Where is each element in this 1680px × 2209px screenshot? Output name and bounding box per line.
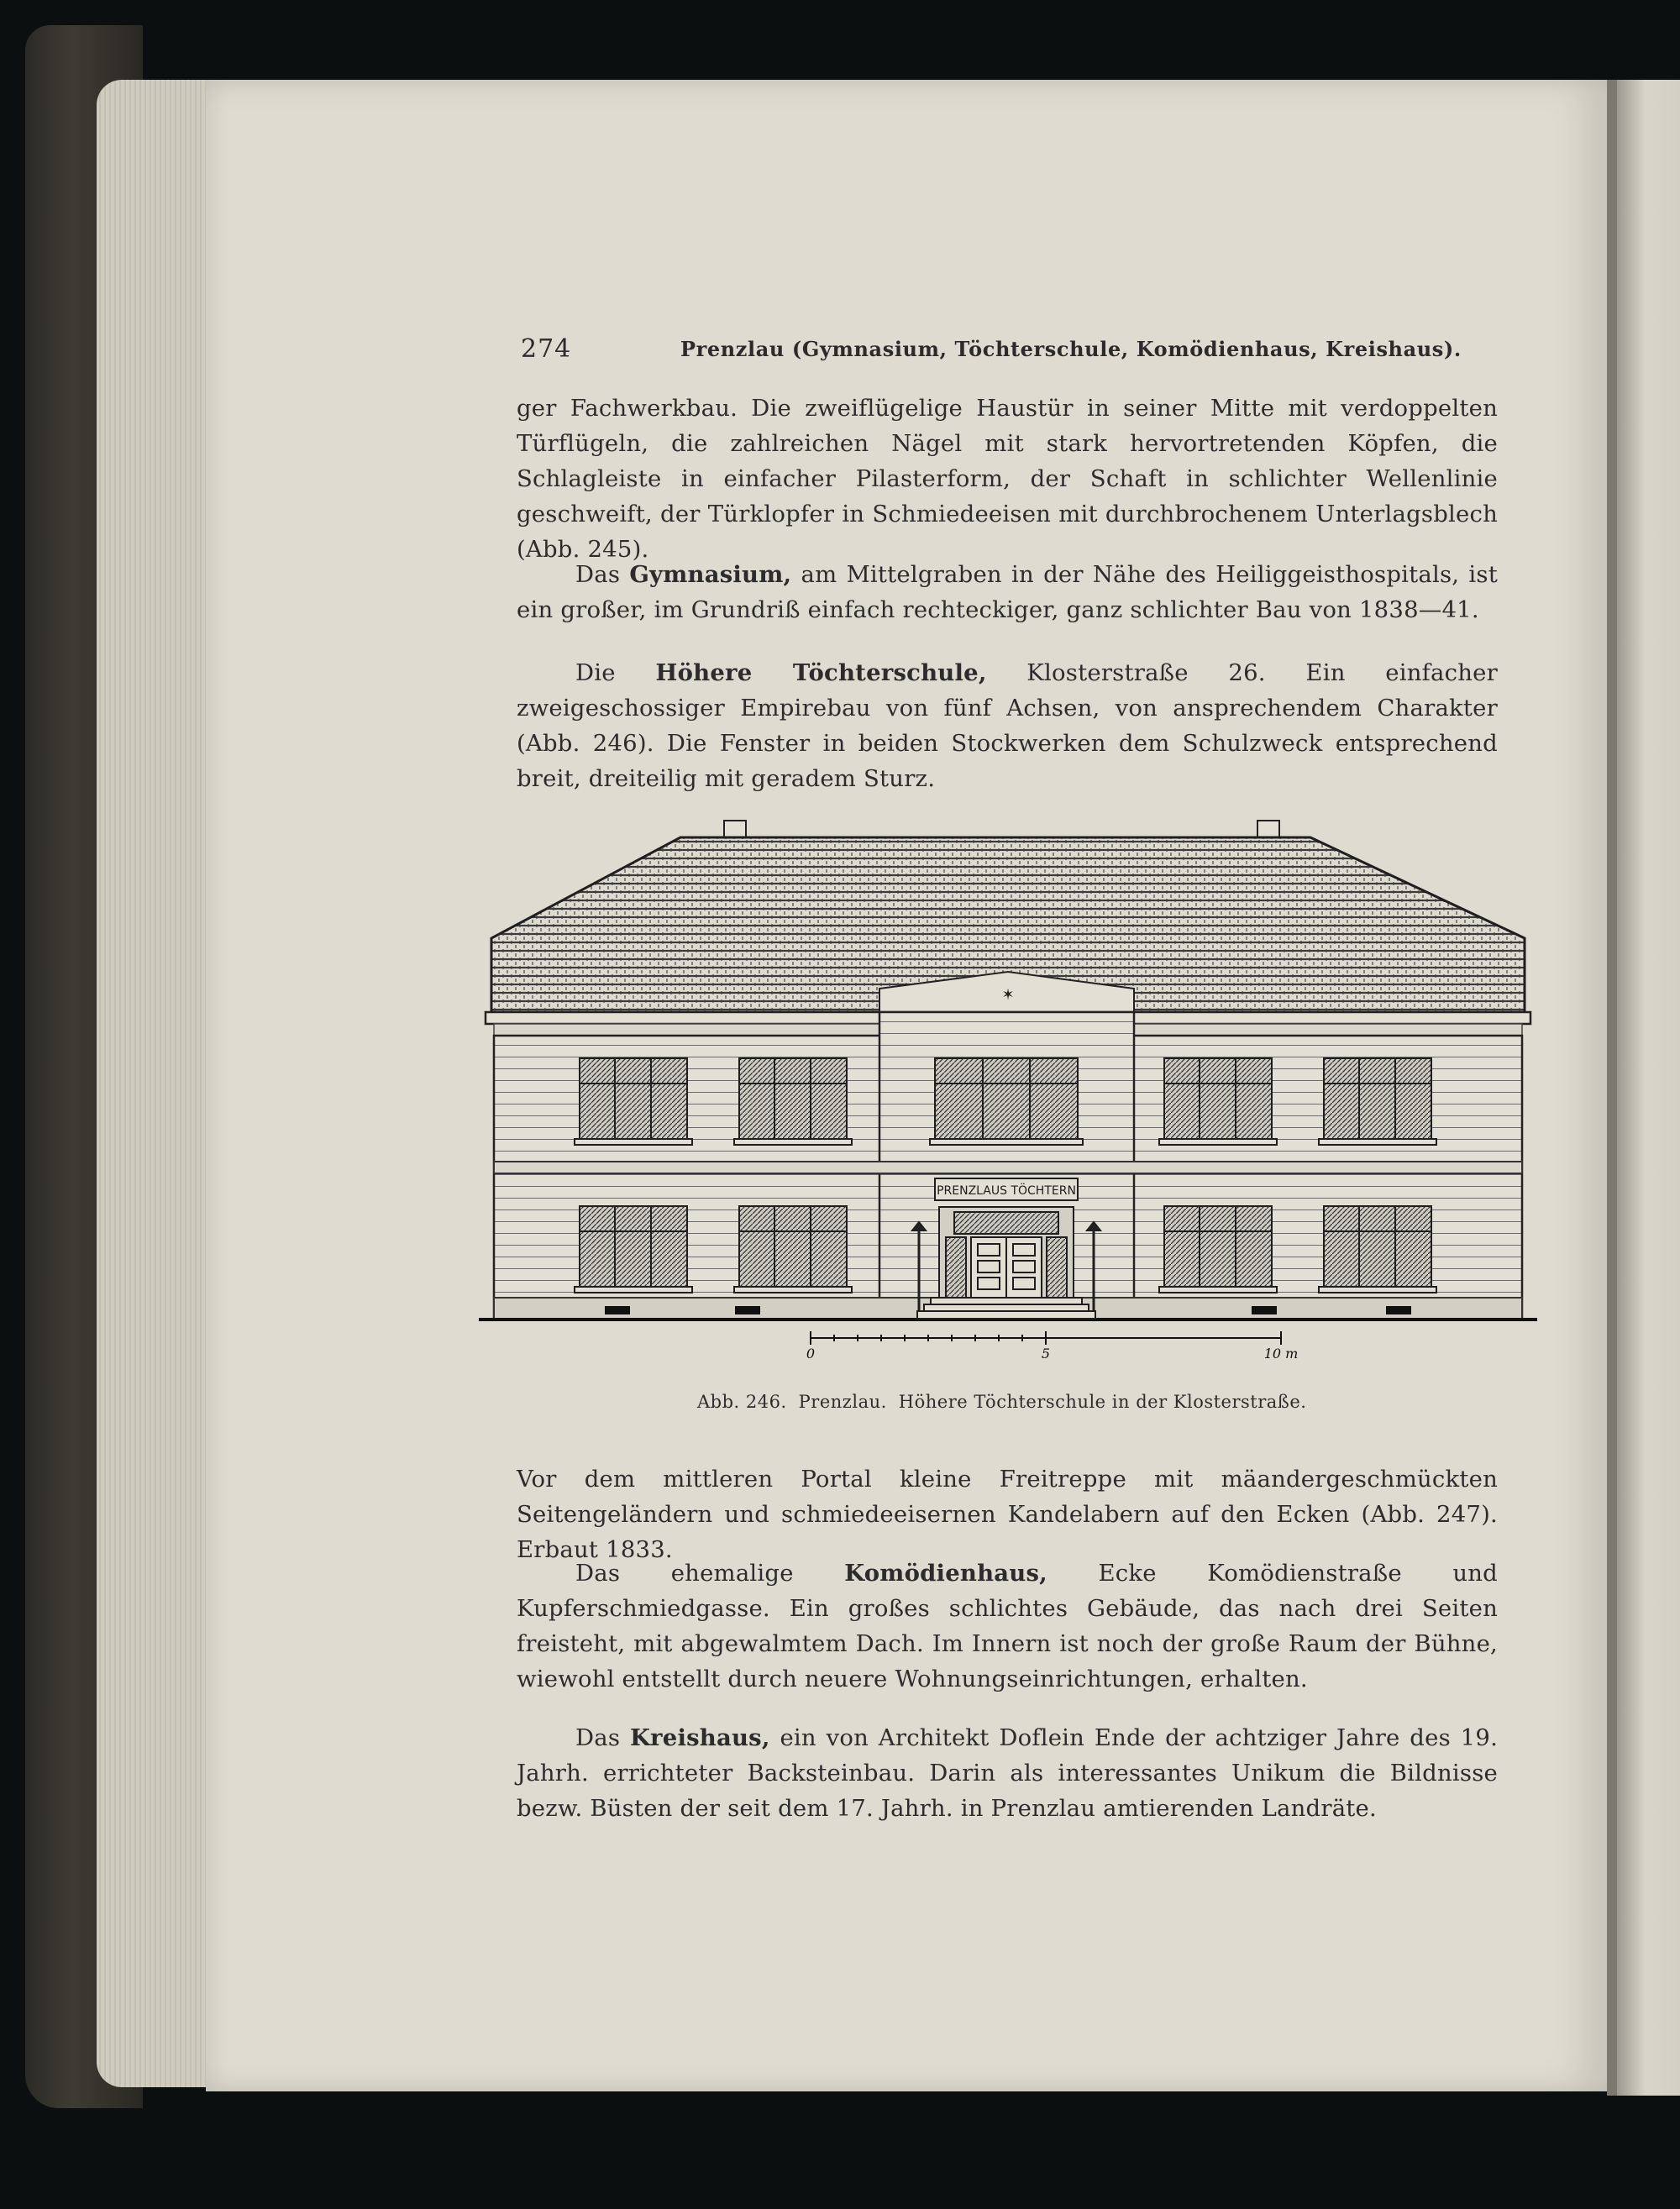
paragraph-portal (517, 1461, 1498, 1567)
term-kreishaus: Kreishaus, (629, 1724, 770, 1751)
paragraph-text: Ecke Komödienstraße und Kupferschmiedgasse. Ein großes schlichtes Gebäude, das nach drei Seiten freisteht, mit abgewalmtem Dach. Im Innern ist noch der große Raum der Bühne, wiewohl entstellt durch neuere Wohnungseinrichtungen, erhalten. (517, 1560, 1498, 1692)
page-number: 274 (521, 334, 572, 364)
facing-page-edge (1617, 80, 1680, 2096)
paragraph-lead: Das (575, 561, 621, 588)
paragraph-text: Vor dem mittleren Portal kleine Freitreppe mit mäandergeschmückten Seitengeländern und schmiedeeisernen Kandelabern auf den Ecken (Abb. 247). Erbaut 1833. (517, 1466, 1498, 1563)
term-komoedienhaus: Komödienhaus, (844, 1560, 1047, 1587)
paragraph-lead: Das ehemalige (575, 1560, 794, 1587)
paragraph-text: ein von Architekt Doflein Ende der achtziger Jahre des 19. Jahrh. errichteter Backsteinbau. Darin als interessantes Unikum die Bildnisse bezw. Büsten der seit dem 17. Jahrh. in Prenzlau amtierenden Landräte. (517, 1724, 1499, 1822)
page-edges (97, 80, 223, 2087)
window (575, 1058, 692, 1145)
window (734, 1206, 852, 1293)
term-toechterschule: Höhere Töchterschule, (655, 659, 987, 686)
paragraph-gymnasium (517, 557, 1498, 627)
running-head (521, 334, 1505, 368)
building-illustration (470, 811, 1546, 1365)
sign-text: PRENZLAUS TÖCHTERN (937, 1184, 1076, 1198)
paragraph-text: am Mittelgraben in der Nähe des Heiliggeisthospitals, ist ein großer, im Grundriß einfach rechteckiger, ganz schlichter Bau von 1838—41. (517, 561, 1498, 623)
paragraph-text: ger Fachwerkbau. Die zweiflügelige Haustür in seiner Mitte mit verdoppelten Türflügeln, die zahlreichen Nägel mit stark hervortretenden Köpfen, die Schlagleiste in einfacher Pilasterform, der Schaft in schlichter Wellenlinie geschweift, der Türklopfer in Schmiedeeisen mit durchbrochenem Unterlagsblech (Abb. 245). (517, 395, 1498, 563)
paragraph-toechterschule (517, 655, 1498, 796)
paragraph-lead: Die (575, 659, 616, 686)
entrance-portal (912, 1207, 1100, 1319)
scale-label-5: 5 (1041, 1346, 1051, 1362)
window (1319, 1058, 1436, 1145)
window (1159, 1206, 1277, 1293)
caption-text: Höhere Töchterschule in der Klosterstraße. (898, 1392, 1307, 1412)
scale-bar (811, 1331, 1281, 1345)
scale-label-0: 0 (806, 1346, 816, 1362)
paragraph-komoedienhaus (517, 1556, 1498, 1697)
caption-place: Prenzlau. (798, 1392, 887, 1412)
caption-number: Abb. 246. (697, 1392, 787, 1412)
paragraph-fachwerkbau (517, 391, 1498, 567)
string-course (494, 1162, 1522, 1173)
running-title: Prenzlau (Gymnasium, Töchterschule, Komödienhaus, Kreishaus). (680, 337, 1462, 361)
paragraph-lead: Das (575, 1724, 621, 1751)
window (1159, 1058, 1277, 1145)
window (930, 1058, 1083, 1145)
scale-label-10m: 10 m (1263, 1346, 1299, 1362)
paragraph-kreishaus (517, 1720, 1498, 1826)
term-gymnasium: Gymnasium, (629, 561, 792, 588)
paragraph-text: Klosterstraße 26. Ein einfacher zweigeschossiger Empirebau von fünf Achsen, von ansprechendem Charakter (Abb. 246). Die Fenster in beiden Stockwerken dem Schulzweck entsprechend breit, dreiteilig mit geradem Sturz. (517, 659, 1498, 792)
window (575, 1206, 692, 1293)
window (734, 1058, 852, 1145)
svg-text:✶: ✶ (1001, 986, 1015, 1004)
figure-caption (697, 1392, 1336, 1419)
window (1319, 1206, 1436, 1293)
